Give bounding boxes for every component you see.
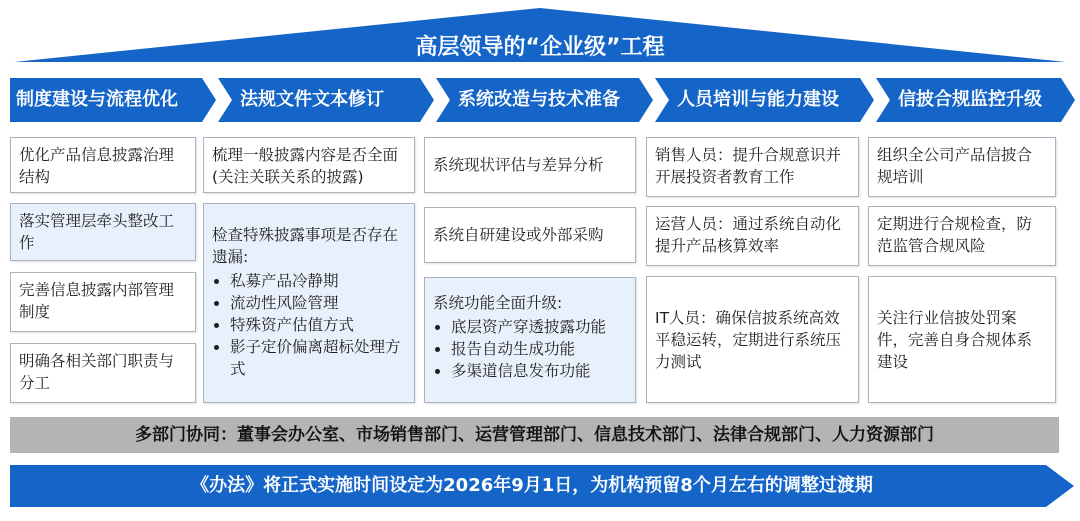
card-text: 检查特殊披露事项是否存在遗漏: [212,226,399,266]
column-header-3: 系统改造与技术准备 [458,89,620,110]
timeline-text: 《办法》将正式实施时间设定为2026年9月1日，为机构预留8个月左右的调整过渡期 [191,475,873,496]
card-col1-1 [10,137,196,193]
card-text: 组织全公司产品信披合规培训 [877,146,1033,186]
card-col4-1 [646,137,859,197]
card-text: 关注行业信披处罚案件，完善自身合规体系建设 [877,308,1033,371]
column-header-4: 人员培训与能力建设 [677,89,839,110]
card-col5-1 [868,137,1056,197]
list-item: • 报告自动生成功能 [451,338,627,360]
card-col4-2 [646,206,859,266]
card-col1-2 [10,203,196,261]
card-text: 明确各相关部门职责与分工 [19,352,175,392]
list-item: • 流动性风险管理 [230,292,406,314]
column-header-5: 信披合规监控升级 [898,89,1042,110]
card-text: 系统自研建设或外部采购 [433,226,604,244]
bullet-list [433,316,627,382]
card-col3-1 [424,137,636,193]
card-text: 优化产品信息披露治理结构 [19,146,175,186]
card-text: 销售人员：提升合规意识并开展投资者教育工作 [655,146,842,186]
list-item: • 影子定价偏离超标处理方式 [230,336,406,380]
card-col2-1 [203,137,415,193]
card-text: 完善信息披露内部管理制度 [19,281,175,321]
column-header-2: 法规文件文本修订 [240,89,384,110]
list-item: • 底层资产穿透披露功能 [451,316,627,338]
card-col5-2 [868,206,1056,266]
card-text: 系统功能全面升级: [433,294,563,312]
card-col3-3 [424,277,636,403]
card-col3-2 [424,207,636,263]
card-col4-3 [646,276,859,403]
card-text: 系统现状评估与差异分析 [433,156,604,174]
collaboration-bar: 多部门协同：董事会办公室、市场销售部门、运营管理部门、信息技术部门、法律合规部门、人力资源部门 [10,417,1059,453]
list-item: • 特殊资产估值方式 [230,314,406,336]
card-col1-4 [10,343,196,403]
column-header-1: 制度建设与流程优化 [16,89,178,110]
bullet-list [212,270,406,380]
card-col1-3 [10,272,196,332]
list-item: • 多渠道信息发布功能 [451,360,627,382]
card-text: 定期进行合规检查，防范监管合规风险 [877,215,1033,255]
card-text: 落实管理层牵头整改工作 [19,212,175,252]
card-text: IT人员：确保信披系统高效平稳运转，定期进行系统压力测试 [655,308,842,371]
card-text: 梳理一般披露内容是否全面(关注关联关系的披露) [212,146,399,186]
page-title: 高层领导的“企业级”工程 [415,35,665,60]
card-col5-3 [868,276,1056,403]
card-col2-2 [203,203,415,403]
card-text: 运营人员：通过系统自动化提升产品核算效率 [655,215,842,255]
list-item: • 私募产品冷静期 [230,270,406,292]
